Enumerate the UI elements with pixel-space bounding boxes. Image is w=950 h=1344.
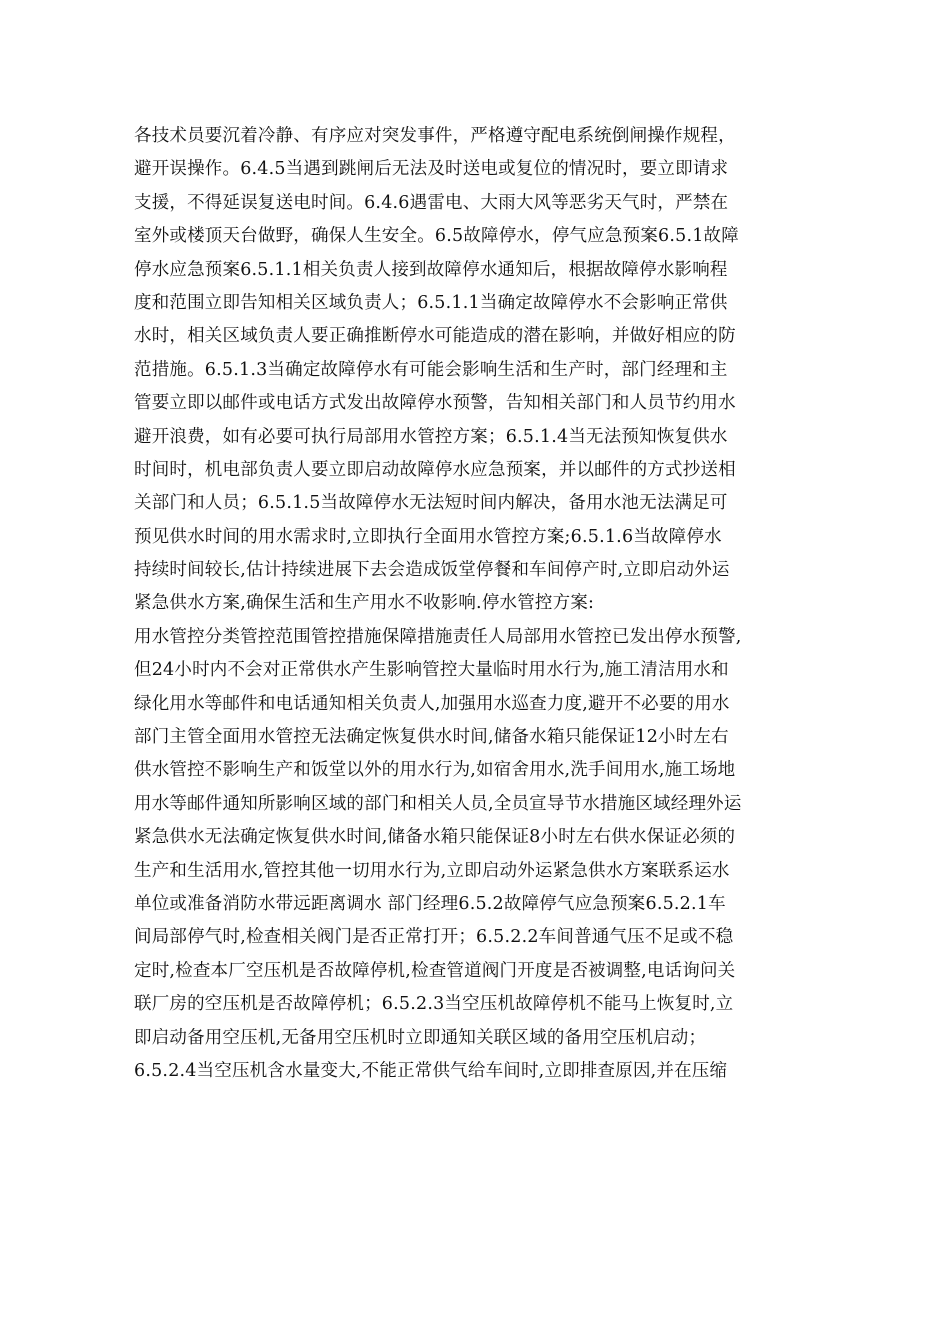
text-line: 停水应急预案6.5.1.1相关负责人接到故障停水通知后，根据故障停水影响程 — [134, 259, 728, 280]
text-line: 6.5.2.4当空压机含水量变大,不能正常供气给车间时,立即排查原因,并在压缩 — [134, 1060, 728, 1081]
text-line: 各技术员要沉着冷静、有序应对突发事件，严格遵守配电系统倒闸操作规程， — [134, 126, 736, 146]
text-line: 用水管控分类管控范围管控措施保障措施责任人局部用水管控已发出停水预警, — [134, 626, 742, 647]
text-line: 室外或楼顶天台做野，确保人生安全。6.5故障停水，停气应急预案6.5.1故障 — [134, 226, 739, 247]
text-line: 持续时间较长,估计持续进展下去会造成饭堂停餐和车间停产时,立即启动外运 — [134, 560, 730, 581]
text-line: 绿化用水等邮件和电话通知相关负责人,加强用水巡查力度,避开不必要的用水 — [134, 693, 730, 714]
text-line: 管要立即以邮件或电话方式发出故障停水预警，告知相关部门和人员节约用水 — [134, 393, 736, 414]
text-line: 关部门和人员；6.5.1.5当故障停水无法短时间内解决，备用水池无法满足可 — [134, 493, 728, 514]
text-line: 即启动备用空压机,无备用空压机时立即通知关联区域的备用空压机启动； — [134, 1027, 707, 1048]
text-line: 紧急供水方案,确保生活和生产用水不收影响.停水管控方案: — [134, 593, 595, 614]
text-line: 支援，不得延误复送电时间。6.4.6遇雷电、大雨大风等恶劣天气时，严禁在 — [134, 192, 729, 213]
text-line: 度和范围立即告知相关区域负责人；6.5.1.1当确定故障停水不会影响正常供 — [134, 292, 728, 313]
text-line: 部门主管全面用水管控无法确定恢复供水时间,储备水箱只能保证12小时左右 — [134, 727, 729, 748]
text-line: 用水等邮件通知所影响区域的部门和相关人员,全员宣导节水措施区域经理外运 — [134, 793, 742, 814]
document-body — [134, 120, 824, 1088]
text-line: 时间时，机电部负责人要立即启动故障停水应急预案，并以邮件的方式抄送相 — [134, 459, 736, 480]
text-line: 定时,检查本厂空压机是否故障停机,检查管道阀门开度是否被调整,电话询问关 — [134, 960, 736, 981]
text-line: 单位或准备消防水带远距离调水 部门经理6.5.2故障停气应急预案6.5.2.1车 — [134, 893, 726, 914]
text-line: 水时，相关区域负责人要正确推断停水可能造成的潜在影响，并做好相应的防 — [134, 326, 736, 347]
text-line: 联厂房的空压机是否故障停机；6.5.2.3当空压机故障停机不能马上恢复时,立 — [134, 994, 734, 1015]
text-line: 供水管控不影响生产和饭堂以外的用水行为,如宿舍用水,洗手间用水,施工场地 — [134, 760, 736, 781]
text-line: 紧急供水无法确定恢复供水时间,储备水箱只能保证8小时左右供水保证必须的 — [134, 827, 736, 848]
text-line: 生产和生活用水,管控其他一切用水行为,立即启动外运紧急供水方案联系运水 — [134, 860, 730, 881]
text-line: 范措施。6.5.1.3当确定故障停水有可能会影响生活和生产时，部门经理和主 — [134, 359, 728, 380]
text-line: 间局部停气时,检查相关阀门是否正常打开；6.5.2.2车间普通气压不足或不稳 — [134, 927, 734, 948]
text-line: 预见供水时间的用水需求时,立即执行全面用水管控方案;6.5.1.6当故障停水 — [134, 526, 722, 547]
text-line: 避开浪费，如有必要可执行局部用水管控方案；6.5.1.4当无法预知恢复供水 — [134, 426, 728, 447]
text-line: 避开误操作。6.4.5当遇到跳闸后无法及时送电或复位的情况时，要立即请求 — [134, 159, 729, 180]
text-line: 但24小时内不会对正常供水产生影响管控大量临时用水行为,施工清洁用水和 — [134, 660, 729, 681]
